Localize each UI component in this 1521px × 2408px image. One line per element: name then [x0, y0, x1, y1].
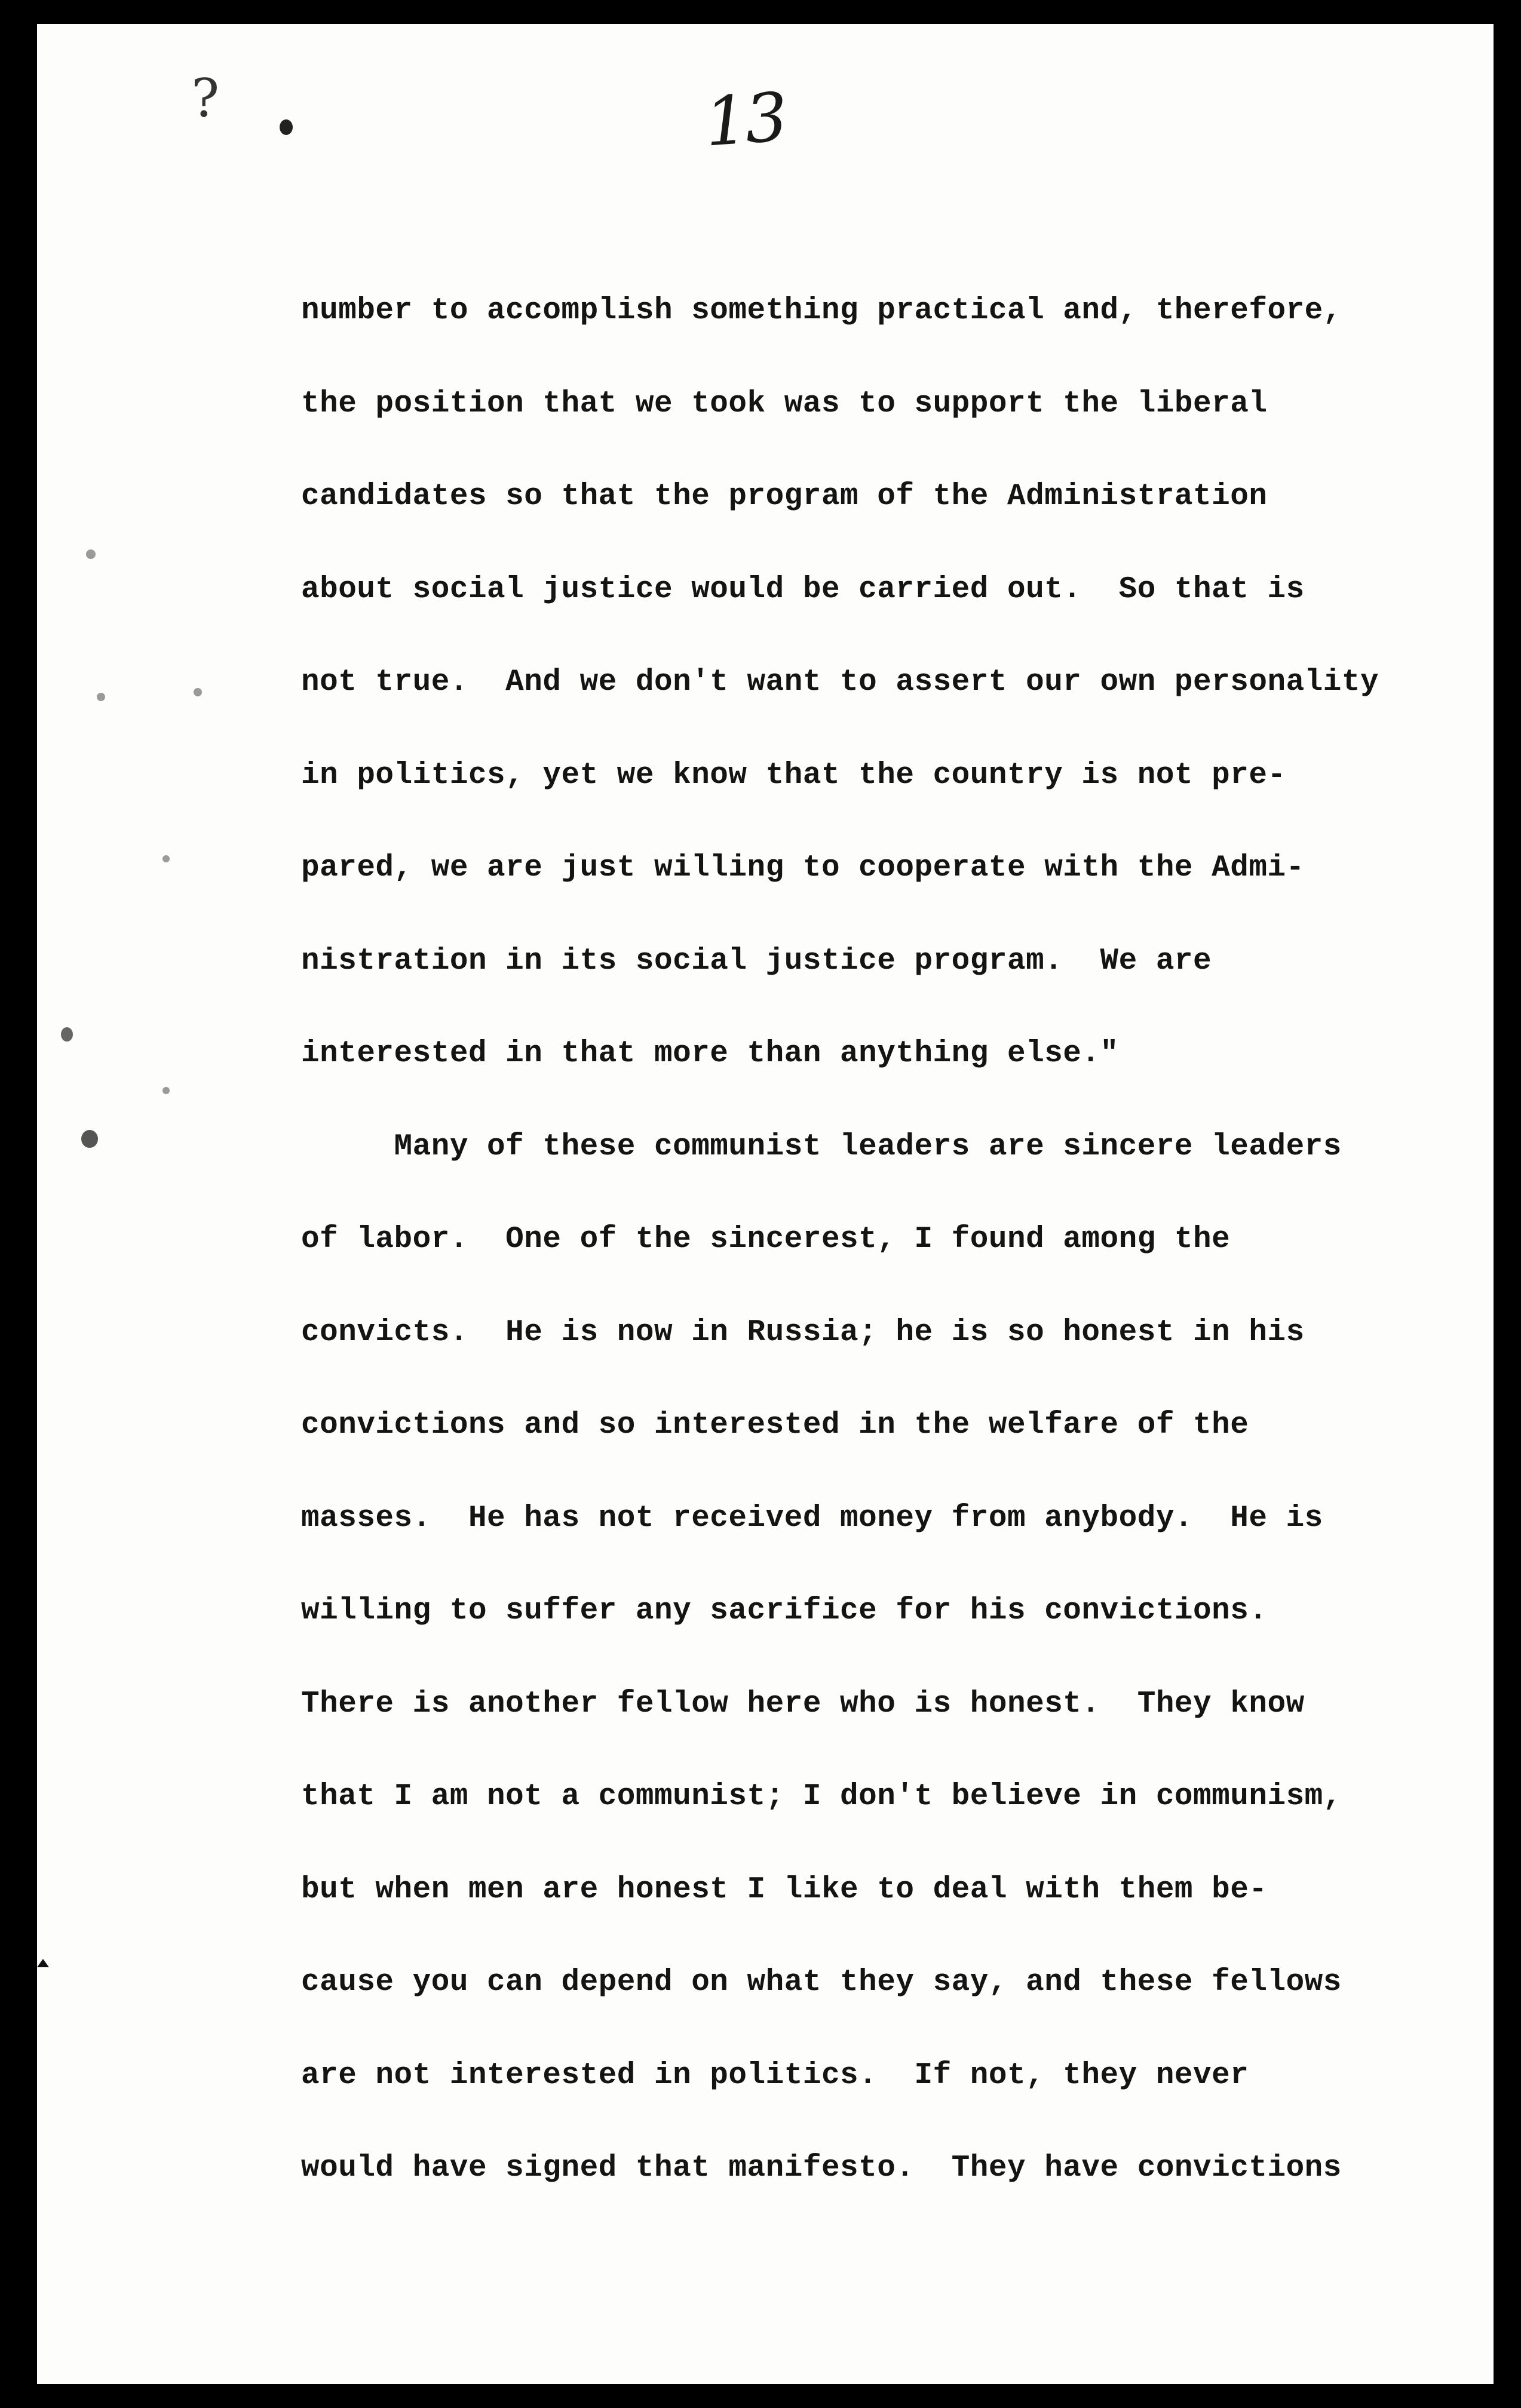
text-line: that I am not a communist; I don't believe in communism,	[301, 1780, 1342, 1814]
typed-body-text	[37, 24, 1494, 2384]
page-number: 13	[702, 78, 788, 162]
text-line: convictions and so interested in the welfare of the	[301, 1408, 1249, 1442]
text-line: number to accomplish something practical and, therefore,	[301, 294, 1342, 328]
text-line: nistration in its social justice program. We are	[301, 944, 1212, 978]
text-line: pared, we are just willing to cooperate with the Admi-	[301, 851, 1305, 885]
text-line: willing to suffer any sacrifice for his convictions.	[301, 1594, 1268, 1628]
text-line: There is another fellow here who is honest. They know	[301, 1687, 1305, 1721]
text-line: interested in that more than anything else."	[301, 1037, 1119, 1071]
text-line: of labor. One of the sincerest, I found among the	[301, 1223, 1231, 1257]
text-line: about social justice would be carried out. So that is	[301, 573, 1305, 607]
text-line: the position that we took was to support the liberal	[301, 387, 1268, 421]
text-line: convicts. He is now in Russia; he is so honest in his	[301, 1316, 1305, 1350]
text-line: but when men are honest I like to deal with them be-	[301, 1873, 1268, 1907]
text-line: cause you can depend on what they say, and these fellows	[301, 1965, 1342, 2000]
text-line: are not interested in politics. If not, they never	[301, 2059, 1249, 2093]
text-line: Many of these communist leaders are sincere leaders	[301, 1130, 1342, 1164]
text-line: masses. He has not received money from anybody. He is	[301, 1501, 1323, 1535]
text-line: not true. And we don't want to assert our own personality	[301, 665, 1379, 699]
text-line: candidates so that the program of the Administration	[301, 480, 1268, 514]
document-page	[37, 24, 1494, 2384]
text-line: in politics, yet we know that the country is not pre-	[301, 758, 1286, 793]
text-line: would have signed that manifesto. They have convictions	[301, 2151, 1342, 2185]
margin-annotation: ?	[191, 67, 220, 129]
